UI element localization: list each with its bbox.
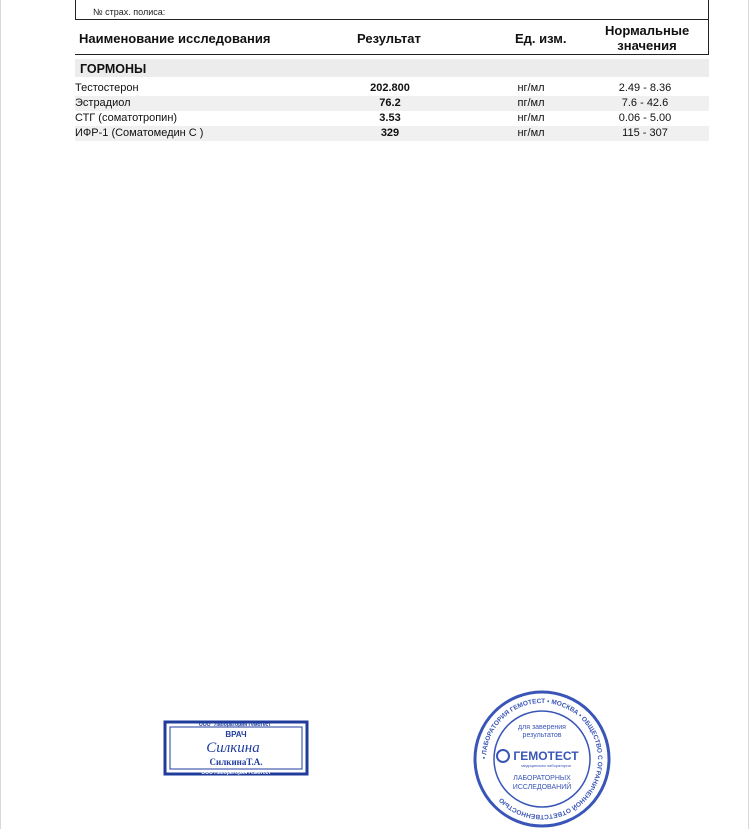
column-unit-header: Ед. изм. [515,31,567,46]
test-name: Тестостерон [75,82,139,94]
test-result: 202.800 [370,82,410,94]
doctor-stamp-name: СилкинаТ.А. [209,757,263,767]
lab-seal-line4: ИССЛЕДОВАНИЙ [512,784,572,791]
patient-header-box [75,0,709,19]
test-name: Эстрадиол [75,97,131,109]
lab-seal-line3: ЛАБОРАТОРНЫХ [513,775,571,782]
lab-seal-brand: ГЕМОТЕСТ [513,749,579,763]
lab-seal [472,689,612,829]
test-norm: 2.49 - 8.36 [618,82,672,94]
table-row [75,111,709,126]
test-name: СТГ (соматотропин) [75,112,178,124]
column-norm-header [605,23,689,53]
section-title: ГОРМОНЫ [80,62,147,76]
page-edge-left [0,0,1,829]
lab-seal-ring-text: • ЛАБОРАТОРИЯ ГЕМОТЕСТ • МОСКВА • ОБЩЕСТВО С ОГРАНИЧЕННОЙ ОТВЕТСТВЕННОСТЬЮ [480,697,604,821]
page-edge-right [748,0,749,829]
lab-seal-brand-sub: медицинская лаборатория [521,763,571,768]
test-result: 329 [380,127,400,139]
test-norm: 0.06 - 5.00 [618,112,672,124]
table-row [75,96,709,111]
doctor-stamp-title: ВРАЧ [225,730,247,739]
test-unit: нг/мл [517,82,545,94]
test-unit: нг/мл [517,127,545,139]
test-result: 3.53 [379,112,401,124]
lab-seal-line1: для заверения [518,724,566,731]
section-hormones [75,59,709,77]
doctor-signature: Силкина [206,740,260,756]
column-name-header: Наименование исследования [79,31,271,46]
test-norm: 115 - 307 [622,127,668,139]
column-norm-header-line1: Нормальные [605,23,690,38]
test-name: ИФР-1 (Соматомедин С ) [75,127,204,139]
table-row [75,81,709,96]
doctor-stamp-bottom: ООО Лаборатория Гемотест [201,770,271,776]
table-row [75,126,709,141]
test-norm: 7.6 - 42.6 [621,97,669,109]
doctor-stamp [163,720,309,776]
results-table-header [75,19,709,55]
column-norm-header-line2: значения [617,38,677,53]
policy-number-label: № страх. полиса: [93,7,166,17]
column-result-header: Результат [357,31,421,46]
test-unit: нг/мл [517,112,545,124]
doctor-stamp-org: ООО "Лаборатория Гемотест" [198,722,274,728]
test-result: 76.2 [379,97,401,109]
lab-seal-line2: результатов [522,732,562,739]
test-unit: пг/мл [517,97,545,109]
lab-seal-logo-icon [497,750,509,762]
